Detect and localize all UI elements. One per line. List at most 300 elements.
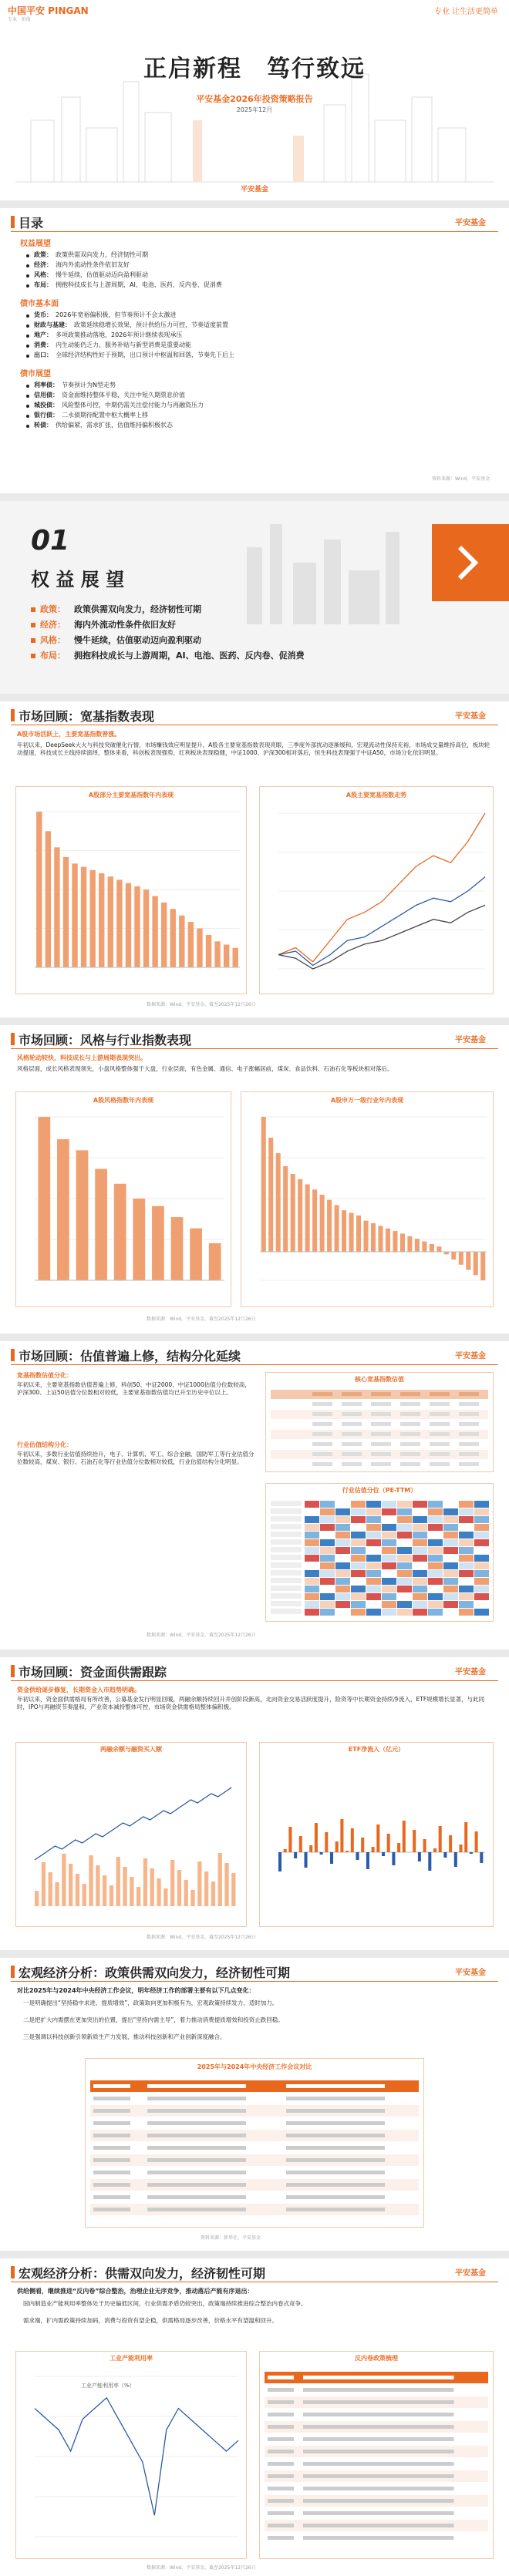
- heatmap-cell: [474, 1609, 489, 1616]
- table-cell: [268, 2388, 294, 2392]
- series-line: [278, 813, 485, 962]
- section-divider: [0, 493, 509, 501]
- section-item-value: 政策供需双向发力，经济韧性可期: [74, 604, 201, 614]
- bar: [335, 1205, 339, 1252]
- heatmap-cell: [320, 1555, 335, 1562]
- table-cell: [303, 2388, 454, 2392]
- bar: [288, 1827, 292, 1852]
- policy-list-table: [260, 2369, 493, 2557]
- bar: [330, 1852, 333, 1864]
- heatmap-cell: [351, 1593, 366, 1600]
- bar: [197, 1861, 201, 1906]
- table-title: 核心宽基指数估值: [355, 1376, 404, 1383]
- section-item-value: 拥抱科技成长与上游周期，AI、电池、医药、反内卷、促消费: [74, 651, 305, 661]
- table-cell: [93, 2121, 130, 2125]
- table-cell: [342, 1442, 362, 1446]
- heatmap-cell: [428, 1524, 443, 1531]
- bullet: [26, 415, 29, 418]
- table-cell: [312, 1462, 332, 1466]
- bar: [449, 1835, 452, 1852]
- heatmap-cell: [320, 1609, 335, 1616]
- bullet: [26, 395, 29, 398]
- heatmap-cell: [382, 1516, 396, 1523]
- key-point: A股市场活跃上，主要宽基指数普涨。: [17, 731, 121, 738]
- heatmap-cell: [320, 1578, 335, 1585]
- bar: [299, 1836, 302, 1852]
- heatmap-cell: [366, 1516, 381, 1523]
- heatmap-cell: [428, 1555, 443, 1562]
- table-cell: [303, 2413, 454, 2416]
- table-cell: [286, 2171, 385, 2174]
- heatmap-cell: [351, 1532, 366, 1539]
- heatmap-cell: [413, 1555, 427, 1562]
- table-cell: [93, 2097, 130, 2100]
- heatmap-cell: [397, 1593, 412, 1600]
- bar: [89, 870, 95, 967]
- heatmap-cell: [366, 1539, 381, 1546]
- table-panel-2: [265, 1483, 494, 1622]
- heatmap-cell: [459, 1578, 474, 1585]
- table-cell: [147, 2183, 246, 2187]
- table-cell: [268, 2474, 294, 2478]
- heatmap-cell: [305, 1524, 319, 1531]
- section-item-key: 经济：: [40, 620, 66, 630]
- table-cell: [147, 2146, 246, 2150]
- table-cell: [147, 2121, 246, 2125]
- heatmap-cell: [320, 1562, 335, 1569]
- slide-logo: 平安基金: [455, 2269, 486, 2278]
- table-cell: [147, 2084, 246, 2088]
- heatmap-cell: [443, 1609, 458, 1616]
- bar: [76, 1874, 79, 1906]
- toc-title: 目录: [19, 216, 44, 230]
- brand-sub: 专业 · 价值: [8, 17, 31, 22]
- heatmap-cell: [305, 1586, 319, 1592]
- table-cell: [459, 1442, 479, 1446]
- section-item-key: 政策：: [40, 604, 66, 614]
- table-cell: [286, 2134, 385, 2137]
- bar: [83, 1884, 86, 1906]
- section-title: 权 益 展 望: [31, 569, 125, 590]
- section-item-value: 海内外流动性条件依旧友好: [74, 620, 176, 630]
- table-cell: [371, 1392, 391, 1396]
- table-cell: [93, 2146, 130, 2150]
- table-cell: [268, 2462, 294, 2466]
- row-label: [271, 1501, 302, 1506]
- toc-part-title: 权益展望: [20, 240, 51, 248]
- table-cell: [430, 1412, 450, 1416]
- heatmap-cell: [305, 1570, 319, 1577]
- heatmap-cell: [413, 1508, 427, 1515]
- table-cell: [371, 1462, 391, 1466]
- heatmap-cell: [366, 1578, 381, 1585]
- heatmap-cell: [459, 1539, 474, 1546]
- heatmap-cell: [459, 1555, 474, 1562]
- heatmap-cell: [382, 1532, 396, 1539]
- bar: [443, 1852, 447, 1858]
- bar-chart-broad-index: [16, 805, 246, 990]
- heatmap-cell: [413, 1586, 427, 1592]
- toc-item-key: 经济：: [34, 261, 52, 268]
- table-cell: [286, 2121, 385, 2125]
- cover-logo: 平安基金: [240, 186, 268, 193]
- heatmap-cell: [351, 1562, 366, 1569]
- slide-macro-policy: [0, 1958, 509, 2251]
- bullet: [31, 654, 35, 658]
- heatmap-cell: [382, 1547, 396, 1554]
- table-cell: [268, 2536, 294, 2540]
- bar: [54, 847, 59, 967]
- table-cell: [268, 2413, 294, 2416]
- chart-title: A股主要宽基指数走势: [346, 792, 407, 799]
- bar: [224, 945, 229, 967]
- heatmap-cell: [320, 1524, 335, 1531]
- bar: [116, 879, 122, 967]
- heatmap-cell: [366, 1501, 381, 1508]
- table-cell: [93, 2084, 130, 2088]
- bar: [38, 1117, 50, 1280]
- heatmap-cell: [397, 1578, 412, 1585]
- table-cell: [93, 2171, 130, 2174]
- section-item-key: 布局：: [40, 651, 66, 661]
- heatmap-cell: [459, 1601, 474, 1608]
- bar: [190, 1890, 194, 1906]
- heatmap-cell: [428, 1570, 443, 1577]
- row-label: [271, 1570, 302, 1576]
- slide-title: 宏观经济分析：供需双向发力，经济韧性可期: [19, 2266, 266, 2281]
- heatmap-cell: [428, 1516, 443, 1523]
- bar: [62, 1854, 66, 1906]
- bullet-point: 国内制造业产能利用率整体处于历史偏低区间，行业供需矛盾仍较突出，政策端持续推进综合整治内卷式竞争。: [23, 2300, 307, 2307]
- heatmap-cell: [443, 1547, 458, 1554]
- toc-slide: [0, 208, 509, 493]
- heatmap-cell: [428, 1562, 443, 1569]
- heatmap-cell: [459, 1516, 474, 1523]
- heatmap-cell: [413, 1516, 427, 1523]
- table-cell: [303, 2536, 454, 2540]
- bar: [130, 1877, 133, 1906]
- table-cell: [268, 2499, 294, 2503]
- slide-logo: 平安基金: [455, 712, 486, 721]
- heatmap-cell: [428, 1539, 443, 1546]
- bar: [397, 1843, 400, 1852]
- bar: [454, 1852, 457, 1867]
- chart-title: A股申万一级行业年内表现: [330, 1097, 404, 1104]
- toc-item-value: 政策延续稳增长效果，预计供给压力可控，节奏适度前置: [74, 321, 228, 328]
- bar: [103, 1875, 106, 1906]
- bar: [99, 873, 104, 967]
- heatmap-cell: [305, 1539, 319, 1546]
- heatmap-cell: [335, 1578, 350, 1585]
- bar: [422, 1242, 426, 1252]
- table-cell: [268, 2450, 294, 2453]
- table-cell: [342, 1422, 362, 1426]
- heatmap-cell: [305, 1562, 319, 1569]
- toc-item-value: 多项政策推动落地，2026年预计继续表现承压: [56, 331, 183, 338]
- heatmap-cell: [335, 1516, 350, 1523]
- toc-item-key: 布局：: [34, 281, 52, 288]
- bar: [276, 1153, 281, 1252]
- bar: [36, 812, 42, 967]
- heatmap-cell: [366, 1609, 381, 1616]
- table-cell: [400, 1452, 420, 1456]
- bar: [309, 1845, 312, 1852]
- chart-panel-1: [15, 1742, 247, 1927]
- series-line: [35, 1787, 231, 1860]
- bar: [278, 1852, 281, 1871]
- top-bar: [0, 0, 509, 28]
- chart-panel-2: [241, 1091, 494, 1307]
- heatmap-cell: [474, 1555, 489, 1562]
- bar: [433, 1848, 437, 1852]
- valuation-table-broad: [266, 1387, 493, 1471]
- heatmap-cell: [474, 1570, 489, 1577]
- section-divider: [0, 694, 509, 701]
- heatmap-cell: [474, 1532, 489, 1539]
- heatmap-cell: [428, 1586, 443, 1592]
- toc-part-title: 债市展望: [20, 370, 51, 378]
- heatmap-cell: [443, 1508, 458, 1515]
- table-cell: [268, 2511, 294, 2515]
- heatmap-cell: [459, 1532, 474, 1539]
- bar-chart-style: [16, 1111, 231, 1303]
- table-cell: [459, 1392, 479, 1396]
- toc-part-title: 债市基本面: [20, 300, 59, 308]
- table-cell: [312, 1452, 332, 1456]
- bar: [35, 1891, 39, 1906]
- footnote: 数据来源：Wind，平安基金，截至2025年12月26日: [147, 1935, 256, 1940]
- table-cell: [303, 2474, 454, 2478]
- heatmap-cell: [459, 1524, 474, 1531]
- section-item-key: 风格：: [40, 635, 66, 645]
- heatmap-cell: [397, 1539, 412, 1546]
- bar: [335, 1841, 339, 1852]
- slide-title: 市场回顾：风格与行业指数表现: [19, 1033, 192, 1048]
- body-text: 风格层面，成长风格表现领先，小盘风格整体强于大盘，行业层面，有色金属、通信、电子涨幅居前，煤炭、食品饮料、石油石化等板块相对落后。: [17, 1065, 393, 1072]
- bar-chart-etf-flow: [260, 1760, 493, 1925]
- heatmap-cell: [366, 1508, 381, 1515]
- bar: [400, 1233, 405, 1252]
- table-cell: [342, 1432, 362, 1436]
- heatmap-cell: [397, 1562, 412, 1569]
- table-cell: [286, 2109, 385, 2113]
- bar: [170, 909, 176, 967]
- toc-logo: 平安基金: [455, 219, 486, 227]
- toc-footnote: 资料来源：Wind，平安基金: [432, 476, 490, 482]
- table-cell: [459, 1462, 479, 1466]
- toc-item-value: 慢牛延续，估值驱动迈向盈利驱动: [56, 271, 148, 278]
- heatmap-cell: [351, 1601, 366, 1608]
- slide-style-industry: [0, 1025, 509, 1333]
- heatmap-cell: [413, 1547, 427, 1554]
- table-cell: [400, 1422, 420, 1426]
- toc-item-key: 货币：: [34, 311, 52, 318]
- cover-title: 正启新程 笃行致远: [143, 55, 366, 82]
- toc-item-value: 内生动能仍乏力，服务补贴与新型消费是重要动能: [56, 341, 191, 348]
- heatmap-cell: [474, 1562, 489, 1569]
- bar: [177, 1870, 181, 1906]
- heatmap-cell: [443, 1532, 458, 1539]
- heatmap-cell: [428, 1601, 443, 1608]
- key-point-2: 行业估值结构分化：: [17, 1441, 72, 1448]
- table-cell: [147, 2158, 246, 2162]
- toc-item-value: 资金面维持整体平稳，关注中短久期票息价值: [62, 392, 185, 399]
- heatmap-cell: [428, 1532, 443, 1539]
- table-cell: [459, 1452, 479, 1456]
- table-cell: [303, 2425, 454, 2429]
- toc-item-key: 转债：: [34, 422, 52, 429]
- toc-item-key: 地产：: [34, 331, 52, 338]
- bar: [356, 1216, 361, 1252]
- table-cell: [459, 1432, 479, 1436]
- row-label: [271, 1516, 302, 1522]
- brand-logo: 中国平安 PINGAN: [8, 5, 89, 16]
- table-cell: [147, 2134, 246, 2137]
- heatmap-cell: [413, 1539, 427, 1546]
- table-cell: [93, 2158, 130, 2162]
- heatmap-cell: [305, 1532, 319, 1539]
- bar: [188, 922, 194, 967]
- table-cell: [400, 1432, 420, 1436]
- table-cell: [303, 2450, 454, 2453]
- bar: [413, 1830, 416, 1852]
- bar: [305, 1852, 308, 1868]
- bullet: [31, 623, 35, 627]
- bar: [349, 1213, 354, 1252]
- heatmap-cell: [335, 1508, 350, 1515]
- bullet: [26, 405, 29, 408]
- bar: [298, 1179, 302, 1252]
- table-cell: [371, 1402, 391, 1406]
- bar: [475, 1831, 478, 1852]
- bar: [123, 1867, 126, 1906]
- heatmap-cell: [320, 1501, 335, 1508]
- toc-item-value: 拥抱科技成长与上游周期，AI、电池、医药、反内卷、促消费: [56, 281, 222, 288]
- heatmap-cell: [305, 1555, 319, 1562]
- heatmap-cell: [351, 1501, 366, 1508]
- heatmap-cell: [366, 1570, 381, 1577]
- slide-logo: 平安基金: [455, 1036, 486, 1044]
- bullet: [26, 335, 29, 338]
- table-cell: [430, 1462, 450, 1466]
- table-cell: [268, 2437, 294, 2441]
- section-01-background: [0, 501, 509, 694]
- heatmap-cell: [474, 1508, 489, 1515]
- heatmap-cell: [459, 1609, 474, 1616]
- heatmap-cell: [382, 1524, 396, 1531]
- table-cell: [342, 1402, 362, 1406]
- bar: [171, 1217, 184, 1280]
- footnote: 数据来源：Wind，平安基金，截至2025年12月26日: [147, 1317, 256, 1322]
- table-cell: [303, 2524, 454, 2527]
- bar: [480, 1852, 483, 1863]
- bar: [342, 1210, 346, 1252]
- table-cell: [312, 1392, 332, 1396]
- heatmap-cell: [335, 1524, 350, 1531]
- table-cell: [342, 1462, 362, 1466]
- heatmap-cell: [335, 1593, 350, 1600]
- bar: [470, 1852, 473, 1854]
- heatmap-cell: [320, 1539, 335, 1546]
- chart-panel-2: [259, 2351, 494, 2559]
- toc-item-key: 财政与基建：: [34, 321, 71, 328]
- heatmap-cell: [382, 1609, 396, 1616]
- bar: [371, 1223, 376, 1252]
- bar: [325, 1832, 328, 1852]
- bullet: [26, 325, 29, 328]
- heatmap-cell: [443, 1562, 458, 1569]
- table-cell: [400, 1462, 420, 1466]
- heatmap-cell: [397, 1508, 412, 1515]
- table-cell: [371, 1412, 391, 1416]
- table-cell: [371, 1422, 391, 1426]
- table-cell: [303, 2376, 454, 2379]
- section-divider: [0, 1650, 509, 1657]
- slide-title: 市场回顾：资金面供需跟踪: [19, 1665, 167, 1680]
- slide-funds-flow: [0, 1657, 509, 1950]
- key-point-1: 宽基指数估值分化：: [17, 1372, 72, 1379]
- table-cell: [459, 1422, 479, 1426]
- bar: [418, 1852, 421, 1861]
- table-cell: [268, 2524, 294, 2527]
- table-cell: [459, 1402, 479, 1406]
- bar: [57, 1139, 69, 1280]
- heatmap-cell: [351, 1609, 366, 1616]
- table-cell: [371, 1452, 391, 1456]
- table-cell: [147, 2097, 246, 2100]
- toc-item-key: 利率债：: [34, 382, 59, 388]
- heatmap-cell: [459, 1586, 474, 1592]
- heatmap-cell: [305, 1593, 319, 1600]
- table-cell: [459, 1412, 479, 1416]
- slide-logo: 平安基金: [455, 1969, 486, 1977]
- bar: [197, 929, 202, 968]
- heatmap-cell: [397, 1547, 412, 1554]
- heatmap-cell: [382, 1539, 396, 1546]
- table-cell: [147, 2109, 246, 2113]
- bar: [283, 1166, 288, 1252]
- heatmap-cell: [305, 1516, 319, 1523]
- heatmap-cell: [335, 1601, 350, 1608]
- section-divider: [0, 1950, 509, 1958]
- cover-subtitle: 平安基金2026年投资策略报告: [196, 94, 313, 104]
- heatmap-cell: [382, 1501, 396, 1508]
- heatmap-cell: [459, 1570, 474, 1577]
- bar: [392, 1852, 395, 1865]
- bullet: [31, 638, 35, 643]
- section-item-value: 慢牛延续，估值驱动迈向盈利驱动: [74, 635, 201, 645]
- chart-title: 两融余额与融资买入额: [100, 1746, 162, 1753]
- table-panel-1: [265, 1372, 494, 1472]
- bar: [184, 1880, 188, 1906]
- bar: [126, 883, 131, 967]
- key-point: 风格轮动较快，科技成长与上游周期表现突出。: [17, 1054, 147, 1061]
- bar: [439, 1826, 442, 1852]
- bar: [170, 1860, 174, 1906]
- row-label: [271, 1562, 302, 1568]
- heatmap-cell: [474, 1593, 489, 1600]
- bullet: [26, 385, 29, 388]
- bar: [351, 1828, 354, 1852]
- bar: [179, 916, 184, 967]
- toc-item-value: 风险整体可控，中期仍需关注偿付能力与再融资压力: [62, 402, 204, 409]
- heatmap-cell: [413, 1593, 427, 1600]
- heatmap-cell: [397, 1555, 412, 1562]
- valuation-heatmap-industry: [266, 1498, 493, 1621]
- heatmap-cell: [320, 1601, 335, 1608]
- heatmap-cell: [413, 1609, 427, 1616]
- heatmap-cell: [428, 1501, 443, 1508]
